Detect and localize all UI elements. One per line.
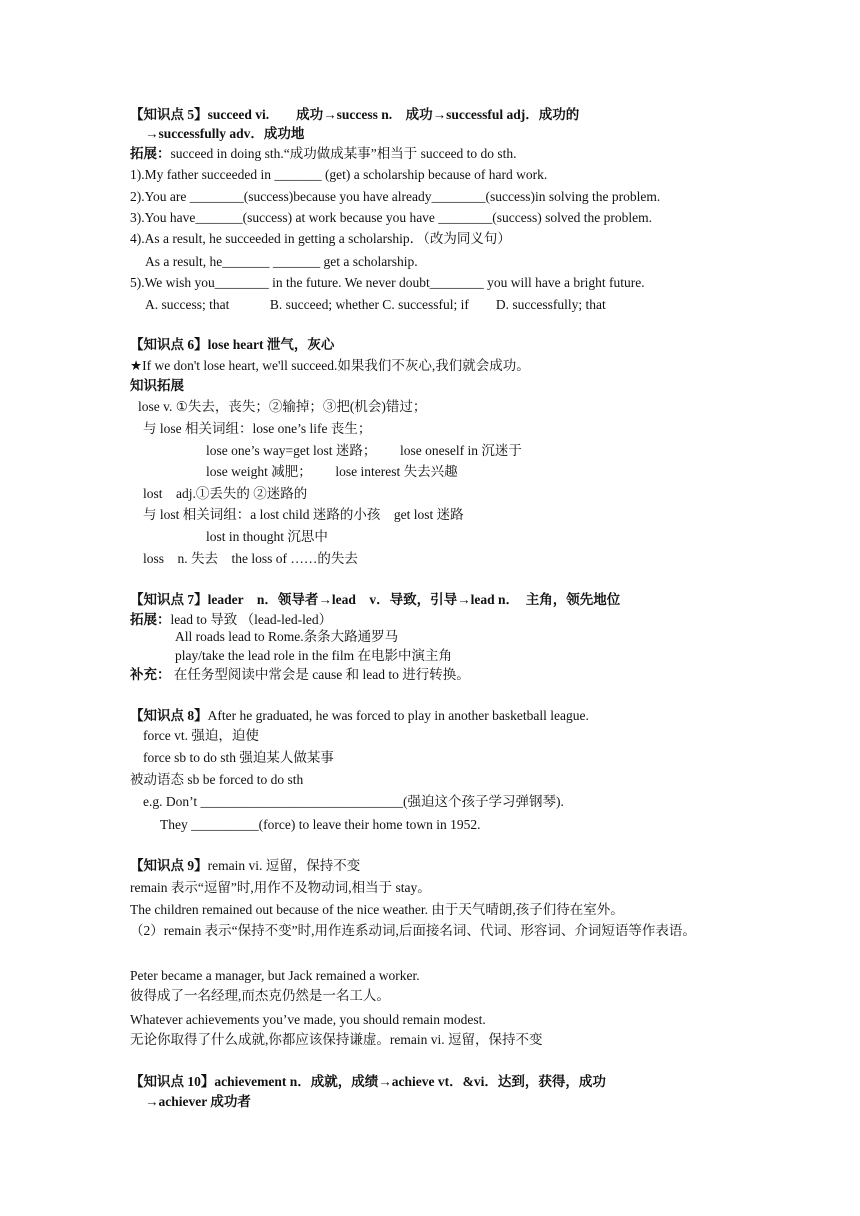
kp8-heading-text: After he graduated, he was forced to play in another basketball league. [207, 708, 589, 723]
kp5-heading: 【知识点 5】succeed vi. 成功→success n. 成功→successful adj．成功的 [130, 107, 580, 122]
kp8-line-3: 被动语态 sb be forced to do sth [130, 772, 304, 787]
kp10-heading-cont: →achiever 成功者 [145, 1094, 251, 1109]
kp7-extension [130, 613, 332, 627]
kp7-extension-label: 拓展： [130, 612, 171, 627]
kp6-line-7: lost in thought 沉思中 [206, 529, 328, 544]
kp7-supplement [130, 668, 470, 682]
kp6-line-4: lose weight 减肥； lose interest 失去兴趣 [206, 464, 458, 479]
kp9-line-4: Peter became a manager, but Jack remained a worker. [130, 968, 420, 983]
kp9-line-1: remain 表示“逗留”时,用作不及物动词,相当于 stay。 [130, 880, 431, 895]
kp5-question-3: 3).You have_______(success) at work because you have ________(success) solved the problem. [130, 210, 653, 225]
kp6-line-5: lost adj.①丢失的 ②迷路的 [143, 486, 308, 501]
kp7-example-3: play/take the lead role in the film 在电影中演主角 [175, 648, 453, 663]
kp5-extension [130, 147, 517, 161]
kp7-supplement-label: 补充： [130, 667, 171, 682]
kp5-heading-cont: →successfully adv．成功地 [145, 126, 305, 141]
kp9-line-7: 无论你取得了什么成就,你都应该保持谦虚。remain vi. 逗留，保持不变 [130, 1032, 543, 1047]
kp5-question-4-answer: As a result, he_______ _______ get a scholarship. [145, 254, 418, 269]
kp5-question-4: 4).As a result, he succeeded in getting a scholarship．（改为同义句） [130, 231, 511, 246]
kp6-heading: 【知识点 6】lose heart 泄气，灰心 [130, 337, 335, 352]
kp8-heading-tag: 【知识点 8】 [130, 708, 208, 723]
kp7-extension-text: lead to 导致 （lead-led-led） [170, 612, 333, 627]
kp8-line-2: force sb to do sth 强迫某人做某事 [143, 750, 334, 765]
kp9-line-6: Whatever achievements you’ve made, you should remain modest. [130, 1012, 486, 1027]
kp5-question-2: 2).You are ________(success)because you have already________(success)in solving the problem. [130, 189, 661, 204]
kp6-line-1: lose v. ①失去，丧失；②输掉；③把(机会)错过； [138, 399, 427, 414]
kp5-extension-text: succeed in doing sth.“成功做成某事”相当于 succeed to do sth. [170, 146, 517, 161]
kp6-line-8: loss n. 失去 the loss of ……的失去 [143, 551, 358, 566]
kp5-question-5-options: A. success; that B. succeed; whether C. successful; if D. successfully; that [145, 297, 606, 312]
kp6-line-3: lose one’s way=get lost 迷路； lose oneself in 沉迷于 [206, 443, 522, 458]
kp8-heading [130, 709, 589, 723]
kp10-heading: 【知识点 10】achievement n．成就，成绩→achieve vt．&vi．达到，获得，成功 [130, 1074, 606, 1089]
kp8-line-1: force vt. 强迫，迫使 [143, 728, 259, 743]
kp9-heading [130, 859, 360, 873]
kp8-line-5: They __________(force) to leave their home town in 1952. [160, 817, 481, 832]
kp9-heading-tag: 【知识点 9】 [130, 858, 208, 873]
kp6-line-2: 与 lose 相关词组：lose one’s life 丧生； [143, 421, 372, 436]
kp8-line-4: e.g. Don’t ______________________________(强迫这个孩子学习弹钢琴). [143, 794, 564, 809]
kp5-extension-label: 拓展： [130, 146, 171, 161]
kp9-heading-text: remain vi. 逗留，保持不变 [207, 858, 361, 873]
kp7-example-2: All roads lead to Rome.条条大路通罗马 [175, 629, 399, 644]
kp6-star-example: ★If we don't lose heart, we'll succeed.如果我们不灰心,我们就会成功。 [130, 358, 530, 373]
kp7-heading: 【知识点 7】leader n．领导者→lead v．导致，引导→lead n． 主角，领先地位 [130, 592, 621, 607]
kp9-line-3: （2）remain 表示“保持不变”时,用作连系动词,后面接名词、代词、形容词、介词短语等作表语。 [130, 923, 696, 938]
kp5-question-1: 1).My father succeeded in _______ (get) a scholarship because of hard work. [130, 167, 548, 182]
kp5-question-5: 5).We wish you________ in the future. We never doubt________ you will have a bright future. [130, 275, 645, 290]
kp6-extension-title: 知识拓展 [130, 378, 184, 393]
kp6-line-6: 与 lost 相关词组：a lost child 迷路的小孩 get lost 迷路 [143, 507, 464, 522]
kp9-line-2: The children remained out because of the nice weather. 由于天气晴朗,孩子们待在室外。 [130, 902, 624, 917]
kp9-line-5: 彼得成了一名经理,而杰克仍然是一名工人。 [130, 988, 390, 1003]
kp7-supplement-text: 在任务型阅读中常会是 cause 和 lead to 进行转换。 [170, 667, 470, 682]
